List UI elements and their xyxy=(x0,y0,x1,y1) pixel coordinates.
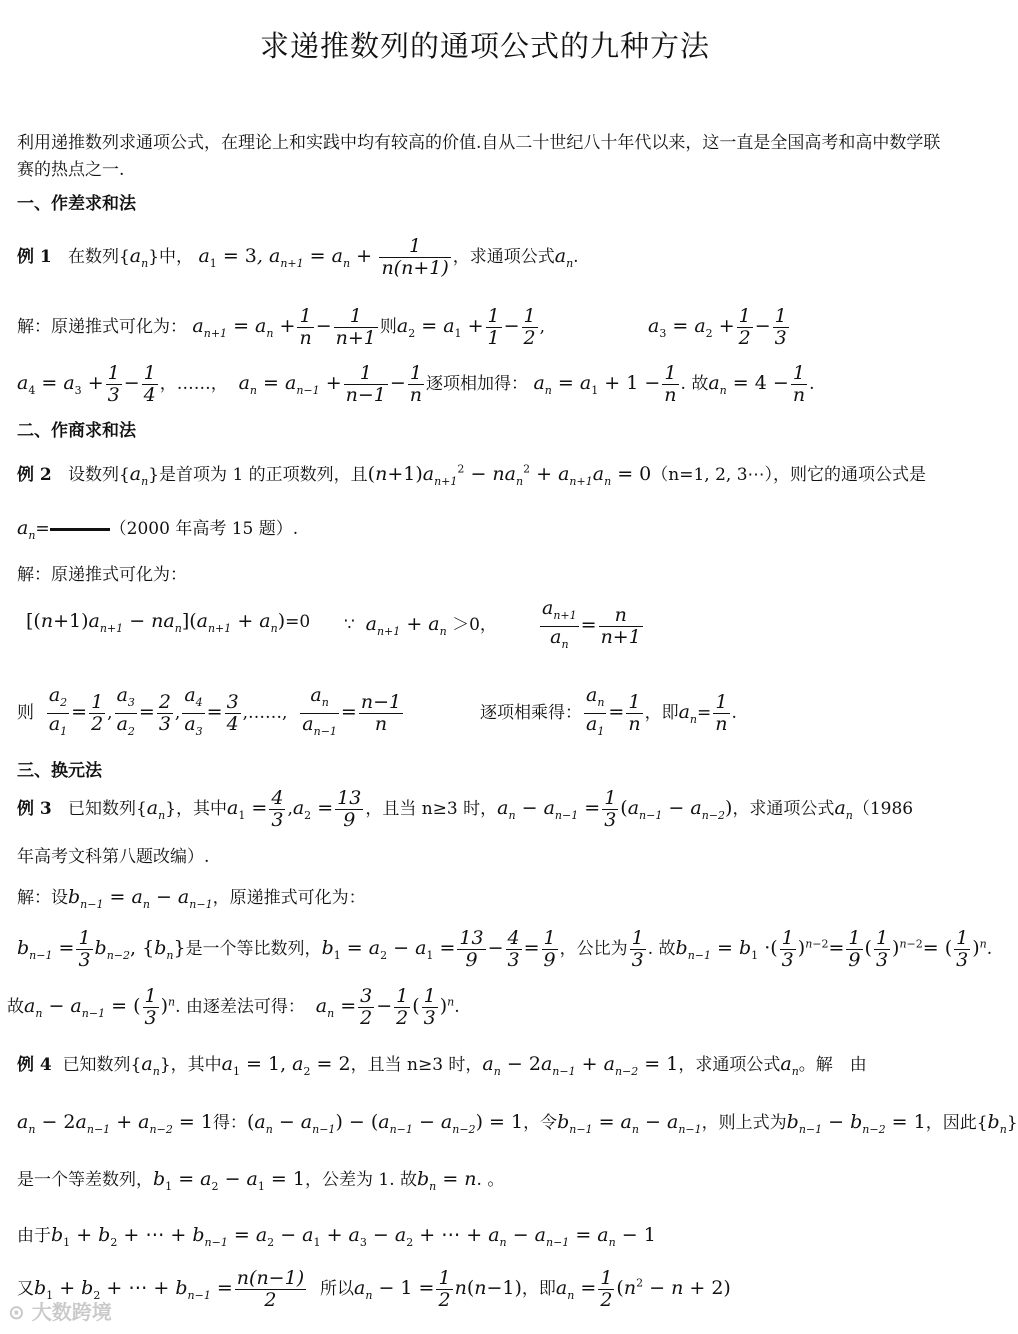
solution-2-text: ，即 xyxy=(644,702,679,723)
solution-1-text: 则 xyxy=(379,317,397,337)
example-3-line-2: 年高考文科第八题改编）. xyxy=(17,847,210,867)
solution-1-text: 原递推式可化为： xyxy=(51,317,187,337)
section-heading-1: 一、作差求和法 xyxy=(17,194,136,214)
solution-4-line-4: 又$b_1 + b_2$ + ⋯ + $b_{n-1}$ = $\frac{n(n-1)}{2}$ xyxy=(17,1267,305,1311)
solution-4-line-2: 是一个等差数列，$b_1 = a_2 - a_1 = 1$，公差为 1. 故$b_n = n$. 。 xyxy=(17,1168,505,1193)
solution-4-text: ，即 xyxy=(521,1279,556,1299)
example-3-text: }，其中 xyxy=(165,799,228,819)
example-4-text: 。解 由 xyxy=(798,1055,867,1075)
example-3: 例 3 已知数列$\{a_n\}$，其中$a_1$ = $\frac{4}{3}$ $,a_2$ = $\frac{13}{9}$ ，且当 n≥3 时，$a_n - a_{n-1}$ = $\frac{1}{3}$ $(a_{n-1} - a_{n-2})$，求通项公式$a_n(1986$ xyxy=(17,787,914,831)
example-4-text: ，求通项公式 xyxy=(678,1055,781,1075)
solution-4-text: ，因此{ xyxy=(925,1113,988,1133)
solution-3-intro: 解：设$b_{n-1} = a_n - a_{n-1}$，原递推式可化为： xyxy=(17,886,366,911)
solution-3-text: . 故 xyxy=(647,939,676,959)
example-2-text: （n=1, 2, 3⋯），则它的通项公式是 xyxy=(651,465,927,485)
solution-4-text: 得： xyxy=(212,1113,247,1133)
example-4-text: ，且当 n≥3 时， xyxy=(350,1055,483,1075)
solution-3-line-1: $b_{n-1}$ = $\frac{1}{3}$ $b_{n-2}$, $\{b_n\}$是一个等比数列，$b_1 = a_2 - a_1$ = $\frac{13}{9}$ − $\frac{4}{3}$ = $\frac{1}{9}$ ，公比为 $\frac{1}{3}$ . 故$b_{n-1} = b_1$ ·( $\frac{1}{3}$ )$^{n-2}$= $\frac{1}{9}$ ( $\frac{1}{3}$ )$^{n-2}$= ( $\frac{1}{3}$ )$^n$. xyxy=(17,927,993,971)
example-3-text: ，求通项公式 xyxy=(732,799,835,819)
watermark-text: 大数跨境 xyxy=(31,1300,112,1324)
example-2-text: （2000 年高考 15 题）. xyxy=(109,519,299,539)
solution-4-text: ，则上式为 xyxy=(701,1113,787,1133)
solution-4-text: ，令 xyxy=(523,1113,558,1133)
example-3-text: （1986 xyxy=(852,799,914,819)
example-1-text: 在数列{ xyxy=(67,247,130,267)
example-1-text: ，求通项公式 xyxy=(452,247,555,267)
solution-2-ratio: $\frac{a_{n+1}}{a_n}$ = $\frac{n}{n+1}$ xyxy=(542,597,641,651)
solution-4-line-1: $a_n - 2a_{n-1} + a_{n-2} = 1$得：$(a_n - a_{n-1}) - (a_{n-1} - a_{n-2}) = 1$，令$b_{n-1} = a_n - a_{n-1}$，则上式为$b_{n-1} - b_{n-2} = 1$，因此$\{b_n\}$ xyxy=(17,1111,1018,1136)
solution-4-text: 是一个等差数列， xyxy=(17,1170,153,1190)
fraction: $\frac{1}{n(n+1)}$ xyxy=(381,235,449,279)
section-heading-2: 二、作商求和法 xyxy=(17,421,136,441)
example-1-label: 例 1 xyxy=(17,247,52,267)
solution-3-text: 是一个等比数列， xyxy=(185,939,322,959)
example-2: 例 2 设数列$\{a_n\}$是首项为 1 的正项数列，且$(n+1)a_{n+1}^2 - na_n^2 + a_{n+1}a_n = 0(n=1$, 2, 3⋯），则它的通项公式是 xyxy=(17,462,927,488)
solution-4-text: 所以 xyxy=(320,1279,354,1299)
solution-2-text: 逐项相乘得： xyxy=(480,702,582,723)
solution-4-text: . 。 xyxy=(476,1170,505,1190)
solution-3-text: 设 xyxy=(51,888,68,908)
section-heading-3: 三、换元法 xyxy=(17,761,102,781)
solution-4-text: 由于 xyxy=(17,1226,51,1246)
intro-paragraph: 利用递推数列求通项公式，在理论上和实践中均有较高的价值.自从二十世纪八十年代以来，这一直是全国高考和高中数学联赛的热点之一. xyxy=(17,133,941,180)
watermark-logo: ⊙ 大数跨境 xyxy=(8,1300,112,1324)
solution-4-result: 所以$a_n - 1$ = $\frac{1}{2}$ n(n−1)，即$a_n$ = $\frac{1}{2}$ $(n^2 - n + 2)$ xyxy=(320,1267,731,1311)
example-1-text: }中， xyxy=(148,247,194,267)
solution-4-text: ，公差为 1. 故 xyxy=(304,1170,417,1190)
example-4-text: 已知数列{ xyxy=(62,1055,142,1075)
solution-2-line-2: 则 $\frac{a_2}{a_1}$ = $\frac{1}{2}$ , $\frac{a_3}{a_2}$ = $\frac{2}{3}$ , $\frac{a_4}{a_3}$ = $\frac{3}{4}$ ,……, $\frac{a_n}{a_{n-1}}$ = $\frac{n-1}{n}$ xyxy=(17,684,402,738)
example-3-label: 例 3 xyxy=(17,799,52,819)
solution-2-result: 逐项相乘得： $\frac{a_n}{a_1}$ = $\frac{1}{n}$ ，即$a_n=$ $\frac{1}{n}$ . xyxy=(480,684,737,738)
example-2-text: 设数列{ xyxy=(67,465,130,485)
page-title: 求递推数列的通项公式的九种方法 xyxy=(259,29,710,63)
solution-label: 解： xyxy=(17,317,51,337)
solution-1-line-1: 解：原递推式可化为： $a_{n+1} = a_n$ + $\frac{1}{n}$ − $\frac{1}{n+1}$ 则$a_2 = a_1$ + $\frac{1}{1}$ − $\frac{1}{2}$ , xyxy=(17,305,546,349)
solution-2-line-1: $[(n+1)a_{n+1} - na_n](a_{n+1} + a_n)=0$ xyxy=(26,610,311,635)
solution-1-text: 逐项相加得： xyxy=(426,374,529,394)
answer-blank[interactable] xyxy=(50,528,110,531)
solution-4-line-3: 由于$b_1 + b_2$ + ⋯ + $b_{n-1} = a_2 - a_1 + a_3 - a_2$ + ⋯ + $a_n - a_{n-1} = a_n - 1$ xyxy=(17,1224,656,1249)
example-3-text: ，且当 n≥3 时， xyxy=(365,799,498,819)
example-2-label: 例 2 xyxy=(17,465,52,485)
solution-label: 解： xyxy=(17,565,51,585)
solution-2-because: ∵ $a_{n+1} + a_n >0$， xyxy=(344,613,497,638)
solution-label: 解： xyxy=(17,888,51,908)
solution-2-intro xyxy=(17,560,187,585)
example-3-text: 已知数列{ xyxy=(67,799,147,819)
example-4-text: }，其中 xyxy=(159,1055,222,1075)
solution-3-text: ，原递推式可化为： xyxy=(212,888,366,908)
solution-3-line-2: 故$a_n - a_{n-1}$ = ( $\frac{1}{3}$ )$^n$. 由逐差法可得： $a_n$ = $\frac{3}{2}$ − $\frac{1}{2}$ ( $\frac{1}{3}$ )$^n$. xyxy=(7,985,460,1029)
solution-1-text: . 故 xyxy=(680,374,709,394)
solution-2-text: 原递推式可化为： xyxy=(51,565,187,585)
solution-3-text: 故 xyxy=(7,997,24,1017)
example-4-label: 例 4 xyxy=(17,1055,52,1075)
solution-3-text: ，公比为 xyxy=(559,939,628,959)
example-2-line-2: $a_n= (2000$ 年高考 15 题）. xyxy=(17,517,299,542)
solution-4-text: 又 xyxy=(17,1279,34,1299)
example-4: 例 4 已知数列$\{a_n\}$，其中$a_1 = 1$, $a_2 = 2$，且当 n≥3 时，$a_n - 2a_{n-1} + a_{n-2} = 1$，求通项公式$a_n$。解 由 xyxy=(17,1053,867,1078)
solution-3-text: . 由逐差法可得： xyxy=(175,997,305,1017)
example-1: 例 1 在数列$\{a_n\}$中， $a_1 = 3$, $a_{n+1} = a_n$ + $\frac{1}{n(n+1)}$ ，求通项公式$a_n$. xyxy=(17,235,579,279)
solution-2-text: 则 xyxy=(17,702,34,723)
solution-1-line-2: $a_4 = a_3$ + $\frac{1}{3}$ − $\frac{1}{4}$ ，……， $a_n = a_{n-1}$ + $\frac{1}{n-1}$ − $\frac{1}{n}$ 逐项相加得： $a_n = a_1 + 1$ − $\frac{1}{n}$ . 故$a_n = 4$ − $\frac{1}{n}$ . xyxy=(17,362,815,406)
example-2-text: }是首项为 1 的正项数列，且 xyxy=(148,465,368,485)
solution-1-a3: $a_3 = a_2$ + $\frac{1}{2}$ − $\frac{1}{3}$ xyxy=(648,305,787,349)
